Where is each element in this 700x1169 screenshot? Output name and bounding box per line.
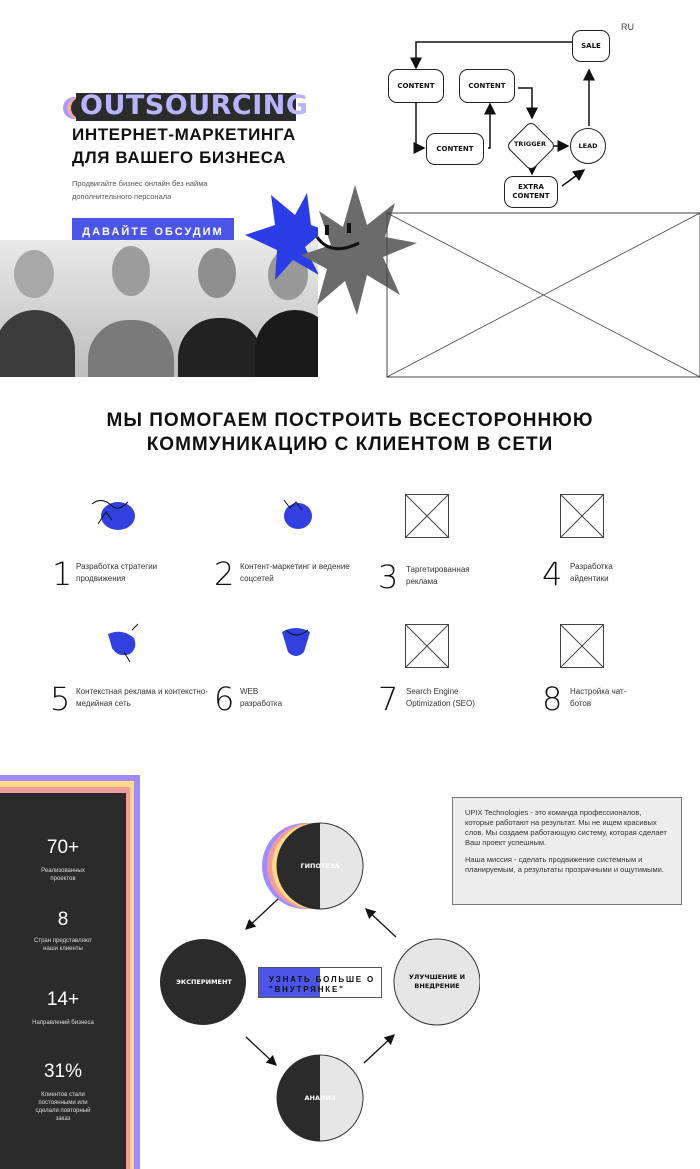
service-number: 1: [52, 555, 73, 593]
flow-node-extra-content: EXTRA CONTENT: [504, 176, 558, 208]
stat-value: 31%: [43, 1061, 83, 1082]
flow-node-sale: SALE: [572, 30, 610, 62]
flow-node-trigger: TRIGGER: [514, 140, 546, 148]
stat-label: Реализованных проектов: [41, 868, 85, 882]
identity-image-placeholder: [560, 494, 604, 538]
service-label: Контекстная реклама и контекстно-медийная сеть: [76, 687, 208, 708]
hero-subtitle-line1: ИНТЕРНЕТ-МАРКЕТИНГА: [72, 125, 296, 144]
hero-description: Продвигайте бизнес онлайн без найма дополнительного персонала: [72, 179, 208, 201]
cycle-analysis: АНАЛИЗ: [304, 1094, 336, 1102]
learn-more-button[interactable]: УЗНАТЬ БОЛЬШЕ О "ВНУТРЯНКЕ": [258, 967, 382, 998]
cycle-experiment: ЭКСПЕРИМЕНТ: [176, 978, 232, 986]
flow-node-lead: LEAD: [570, 128, 606, 164]
cycle-improvement: УЛУЧШЕНИЕ И ВНЕДРЕНИЕ: [408, 973, 466, 990]
seo-image-placeholder: [405, 624, 449, 668]
hero-subtitle-line2: ДЛЯ ВАШЕГО БИЗНЕСА: [72, 148, 287, 167]
services-title-line2: КОММУНИКАЦИЮ С КЛИЕНТОМ В СЕТИ: [146, 434, 554, 455]
strategy-icon: [88, 494, 138, 534]
service-label: Контент-маркетинг и ведение соцсетей: [240, 562, 350, 583]
service-number: 3: [378, 558, 399, 596]
service-item-2: [214, 555, 379, 595]
service-label: Таргетированная реклама: [406, 565, 470, 586]
service-label: Search Engine Optimization (SEO): [406, 687, 475, 708]
service-number: 4: [542, 555, 563, 593]
service-item-7: [378, 680, 543, 720]
service-item-3: [378, 558, 543, 598]
web-dev-icon: [276, 622, 318, 664]
discuss-button[interactable]: ДАВАЙТЕ ОБСУДИМ: [72, 218, 234, 244]
blue-star-shape: [245, 193, 325, 280]
about-paragraph: UPIX Technologies - это команда профессионалов, которые работают на результат. Мы не ищем красивых слов. Мы создаем работающую систему, которая сделает Ваш проект успешным.: [465, 808, 667, 847]
service-label: Разработка айдентики: [570, 562, 613, 583]
service-item-8: [542, 680, 700, 720]
stats-panel: [0, 793, 126, 1169]
stat-label: Стран представляют наши клиенты: [34, 938, 92, 952]
about-box: [452, 797, 682, 905]
services-title-line1: МЫ ПОМОГАЕМ ПОСТРОИТЬ ВСЕСТОРОННЮЮ: [106, 410, 594, 431]
service-number: 7: [378, 680, 399, 718]
service-number: 5: [50, 680, 71, 718]
content-marketing-icon: [272, 494, 322, 534]
service-item-5: [50, 680, 220, 720]
stat-value: 14+: [46, 989, 80, 1010]
flow-node-content-3: CONTENT: [426, 133, 484, 165]
targeting-image-placeholder: [405, 494, 449, 538]
context-ads-icon: [102, 622, 144, 664]
stat-value: 70+: [46, 837, 80, 858]
flow-node-content-2: CONTENT: [459, 69, 515, 103]
service-item-1: [52, 555, 217, 595]
flow-node-content-1: CONTENT: [388, 69, 444, 103]
stat-label: Клиентов стали постоянными или сделали повторный заказ: [35, 1092, 91, 1122]
service-number: 6: [214, 680, 235, 718]
service-label: WEB разработка: [240, 687, 283, 708]
service-label: Разработка стратегии продвижения: [76, 562, 158, 583]
chatbot-image-placeholder: [560, 624, 604, 668]
service-number: 2: [214, 555, 235, 593]
service-label: Настройка чат-ботов: [570, 687, 627, 708]
stat-value: 8: [57, 909, 69, 930]
stat-label: Направлений бизнеса: [32, 1020, 94, 1026]
about-paragraph: Наша миссия - сделать продвижение системным и планируемым, а результаты прозрачными и ощутимыми.: [465, 855, 664, 874]
language-switch[interactable]: RU: [621, 22, 634, 32]
hero-logo: OUTSOURCING: [80, 90, 309, 121]
service-item-4: [542, 555, 700, 595]
service-item-6: [214, 680, 379, 720]
cycle-hypothesis: ГИПОТЕЗА: [300, 862, 340, 870]
service-number: 8: [542, 680, 563, 718]
